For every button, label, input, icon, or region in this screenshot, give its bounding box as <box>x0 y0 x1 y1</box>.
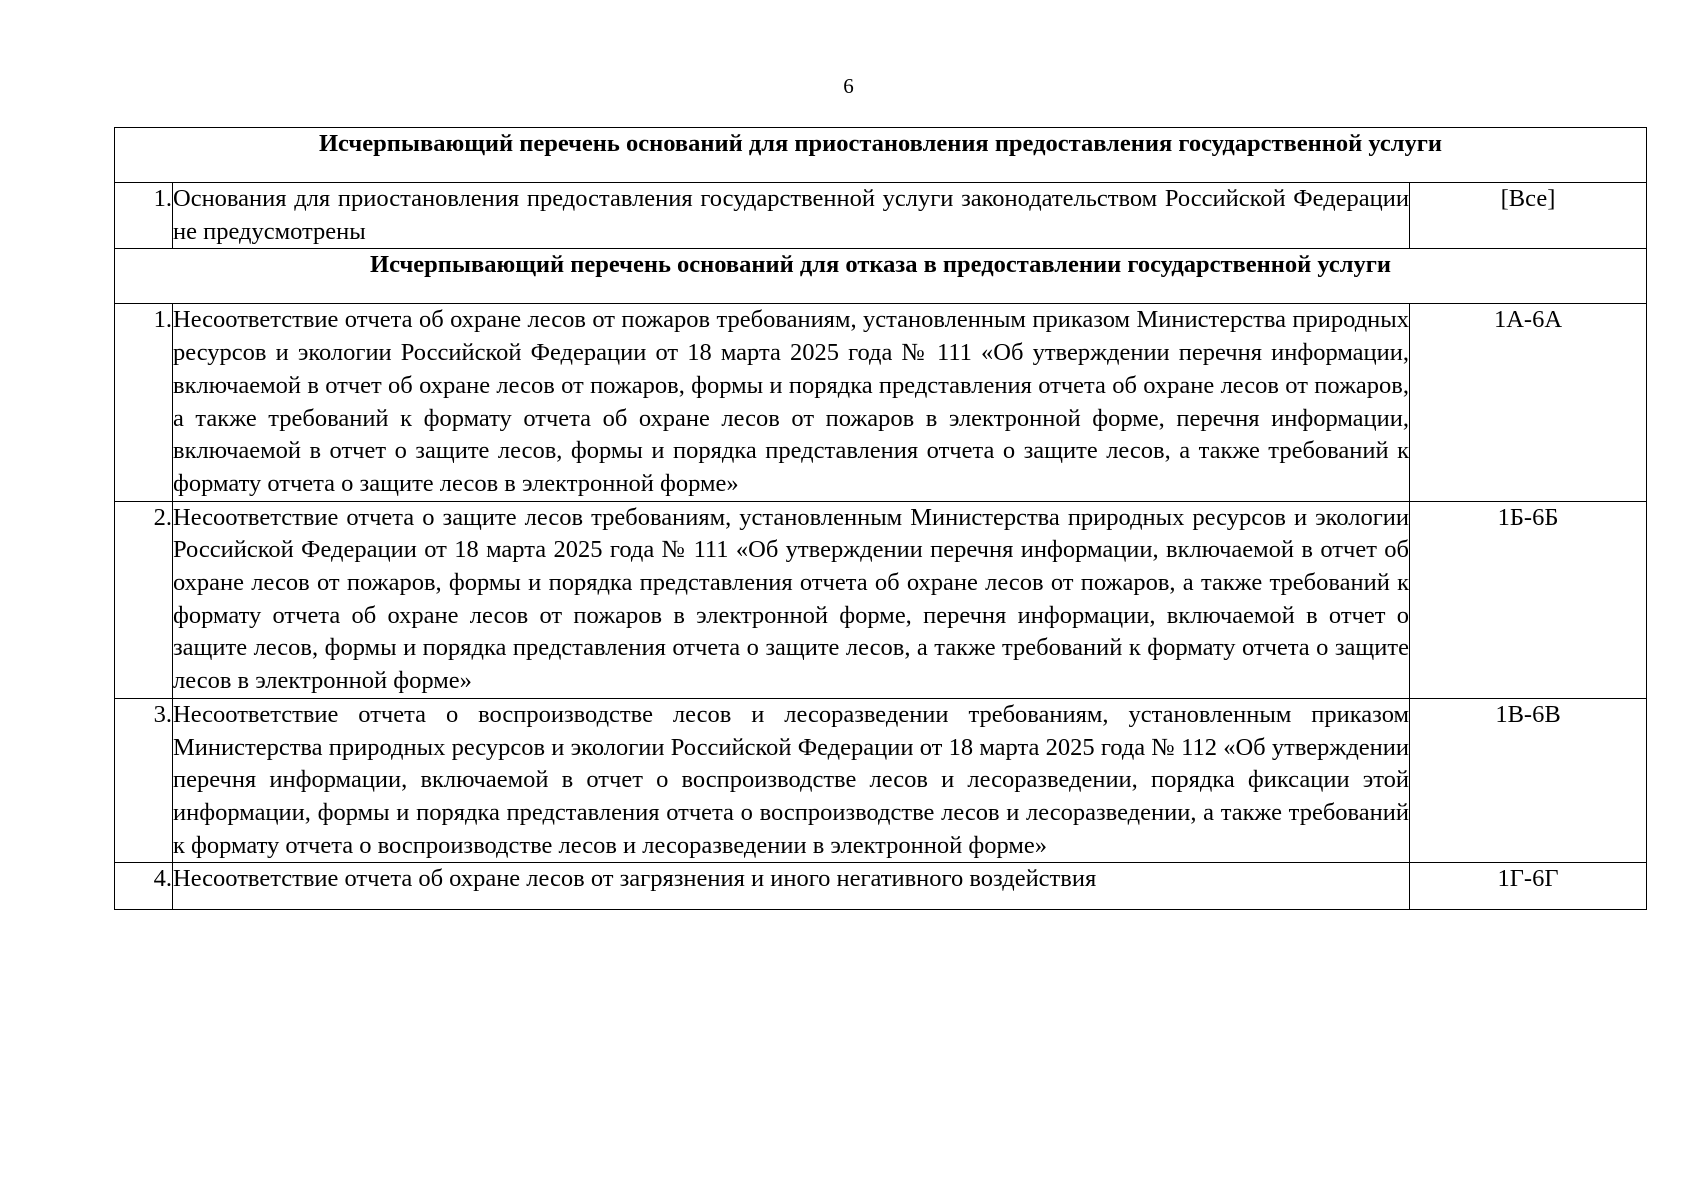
table-row <box>115 304 1647 501</box>
section-header-row <box>115 128 1647 183</box>
row-text: Несоответствие отчета об охране лесов от загрязнения и иного негативного воздействия <box>173 863 1410 910</box>
row-number: 3. <box>115 698 173 863</box>
row-text: Несоответствие отчета о воспроизводстве лесов и лесоразведении требованиям, установленным приказом Министерства природных ресурсов и экологии Российской Федерации от 18 марта 2025 года № 112 «Об утверждении перечня информации, включаемой в отчет о воспроизводстве лесов и лесоразведении, порядка фиксации этой информации, формы и порядка представления отчета о воспроизводстве лесов и лесоразведении, а также требований к формату отчета о воспроизводстве лесов и лесоразведении в электронной форме» <box>173 698 1410 863</box>
row-number: 1. <box>115 183 173 249</box>
table-row <box>115 698 1647 863</box>
table-row <box>115 863 1647 910</box>
row-code: 1А-6А <box>1410 304 1647 501</box>
row-code: [Все] <box>1410 183 1647 249</box>
row-text: Основания для приостановления предоставления государственной услуги законодательством Российской Федерации не предусмотрены <box>173 183 1410 249</box>
table-row <box>115 183 1647 249</box>
grounds-table <box>114 127 1647 910</box>
table-row <box>115 501 1647 698</box>
page-number: 6 <box>843 74 854 98</box>
row-code: 1Г-6Г <box>1410 863 1647 910</box>
section-header-row <box>115 249 1647 304</box>
section-title-refusal: Исчерпывающий перечень оснований для отказа в предоставлении государственной услуги <box>115 249 1647 304</box>
row-text: Несоответствие отчета о защите лесов требованиям, установленным Министерства природных ресурсов и экологии Российской Федерации от 18 марта 2025 года № 111 «Об утверждении перечня информации, включаемой в отчет об охране лесов от пожаров, формы и порядка представления отчета об охране лесов от пожаров, а также требований к формату отчета об охране лесов от пожаров в электронной форме, перечня информации, включаемой в отчет о защите лесов, формы и порядка представления отчета о защите лесов, а также требований к формату отчета о защите лесов в электронной форме» <box>173 501 1410 698</box>
row-number: 1. <box>115 304 173 501</box>
row-number: 2. <box>115 501 173 698</box>
row-code: 1В-6В <box>1410 698 1647 863</box>
row-text: Несоответствие отчета об охране лесов от пожаров требованиям, установленным приказом Министерства природных ресурсов и экологии Российской Федерации от 18 марта 2025 года № 111 «Об утверждении перечня информации, включаемой в отчет об охране лесов от пожаров, формы и порядка представления отчета об охране лесов от пожаров, а также требований к формату отчета об охране лесов от пожаров в электронной форме, перечня информации, включаемой в отчет о защите лесов, формы и порядка представления отчета о защите лесов, а также требований к формату отчета о защите лесов в электронной форме» <box>173 304 1410 501</box>
row-code: 1Б-6Б <box>1410 501 1647 698</box>
section-title-suspension: Исчерпывающий перечень оснований для приостановления предоставления государственной услуги <box>115 128 1647 183</box>
row-number: 4. <box>115 863 173 910</box>
